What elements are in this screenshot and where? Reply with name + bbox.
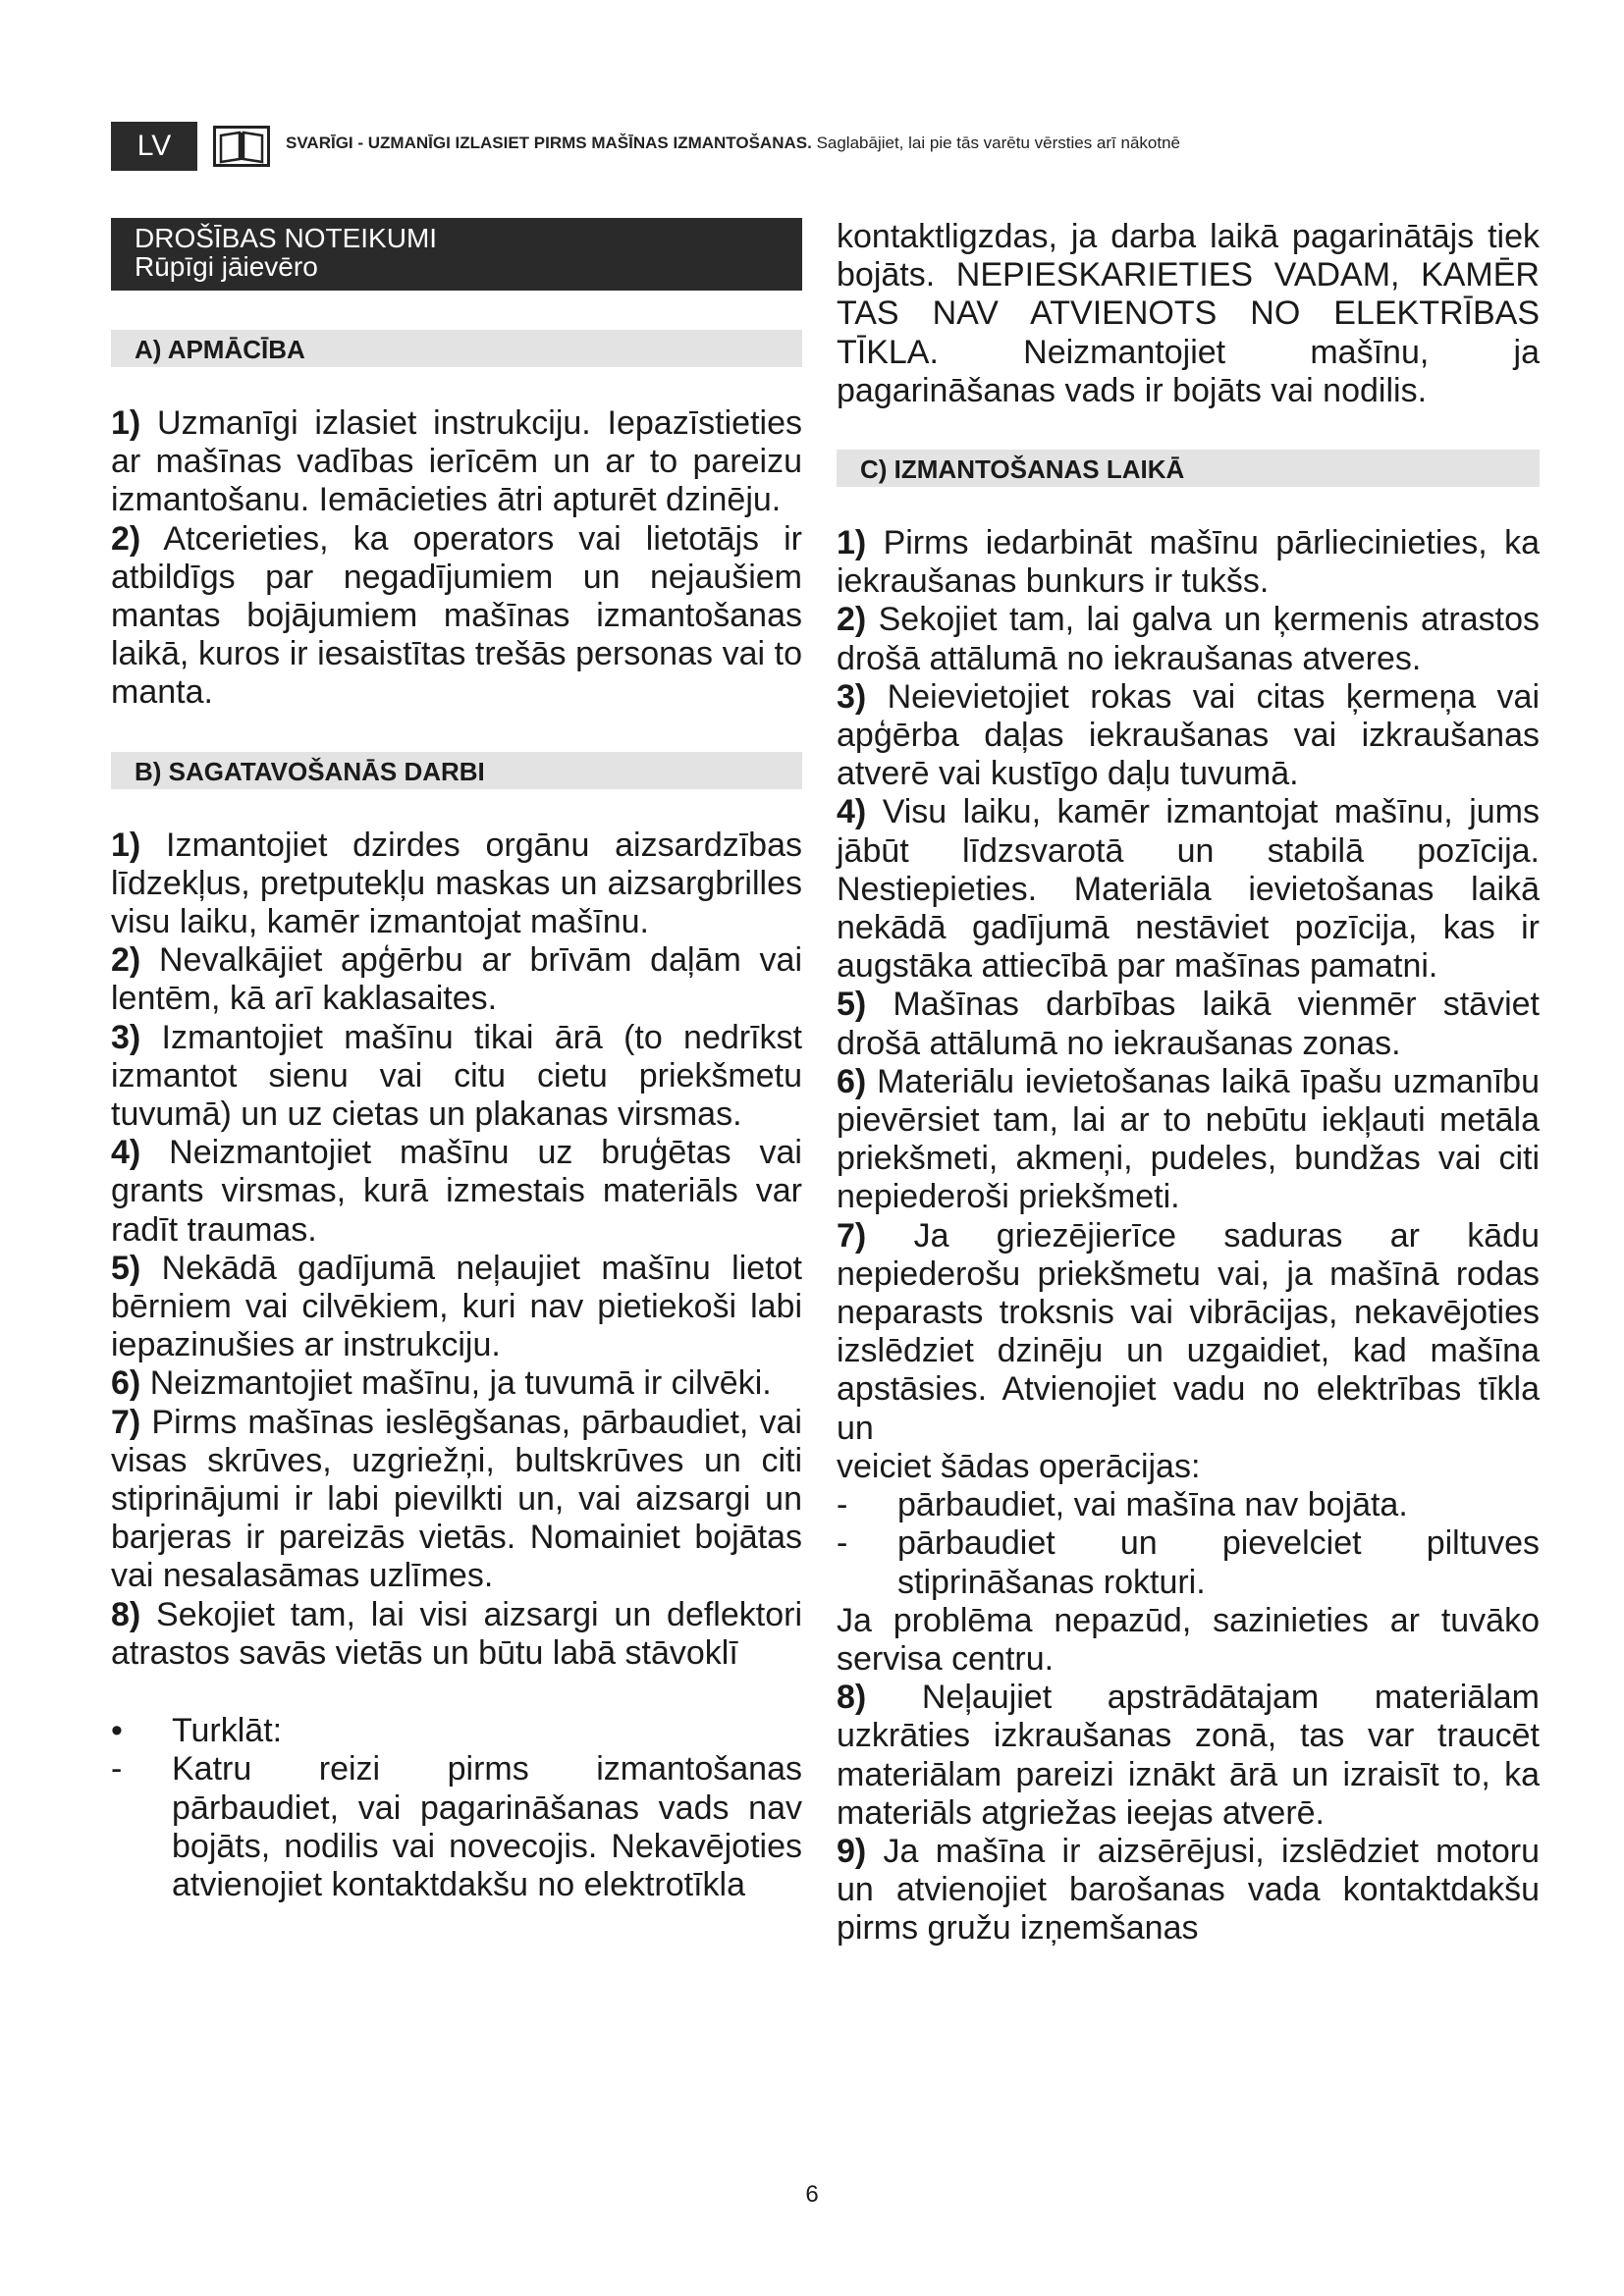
dash-mark: - [837,1524,848,1563]
section-b-item: 5) Nekādā gadījumā neļaujiet mašīnu lietot bērniem vai cilvēkiem, kuri nav pietiekoši labi iepazinušies ar instrukciju. [111,1249,803,1364]
section-c-item: 6) Materiālu ievietošanas laikā īpašu uzmanību pievērsiet tam, lai ar to nebūtu iekļauti metāla priekšmeti, akmeņi, pudeles, bundžas vai citi nepiederoši priekšmeti. [837,1062,1540,1216]
bullet-text: Turklāt: [172,1712,283,1750]
safety-rules-title-line1: DROŠĪBAS NOTEIKUMI [135,223,438,253]
bullet-mark: • [111,1712,123,1750]
left-column [111,218,802,1904]
safety-rules-title [111,218,802,291]
section-a-heading: A) APMĀCĪBA [111,330,802,367]
bullet-item [111,1712,802,1750]
right-column [837,218,1540,1949]
dash-mark: - [111,1750,123,1789]
section-c-item: 7) Ja griezējierīce saduras ar kādu nepiederošu priekšmetu vai, ja mašīnā rodas neparasts troksnis vai vibrācijas, nekavējoties izslēdziet dzinēju un uzgaidiet, kad mašīna apstāsies. Atvienojiet vadu no elektrības tīkla un [837,1216,1540,1447]
safety-rules-subtitle: Rūpīgi jāievēro [135,251,318,282]
section-c-heading: C) IZMANTOŠANAS LAIKĀ [837,450,1540,487]
header-notice-rest: Saglabājiet, lai pie tās varētu vērsties arī nākotnē [816,133,1180,152]
section-c-item: 4) Visu laiku, kamēr izmantojat mašīnu, jums jābūt līdzsvarotā un stabilā pozīcija. Nestiepieties. Materiāla ievietošanas laikā nekādā gadījumā nestāviet pozīcija, kas ir augstāka attiecībā par mašīnas pamatni. [837,793,1540,986]
section-b-item: 7) Pirms mašīnas ieslēgšanas, pārbaudiet, vai visas skrūves, uzgriežņi, bultskrūves un citi stiprinājumi ir labi pievilkti un, vai aizsargi un barjeras ir pareizās vietās. Nomainiet bojātas vai nesalasāmas uzlīmes. [111,1403,802,1595]
section-b-item: 8) Sekojiet tam, lai visi aizsargi un deflektori atrastos savās vietās un būtu labā stāvoklī [111,1595,802,1672]
section-c-item: 1) Pirms iedarbināt mašīnu pārliecinieties, ka iekraušanas bunkurs ir tukšs. [837,524,1540,601]
page-header [111,122,1515,171]
section-c-item: 2) Sekojiet tam, lai galva un ķermenis atrastos drošā attālumā no iekraušanas atveres. [837,601,1540,677]
section-c-item: 3) Neievietojiet rokas vai citas ķermeņa vai apģērba daļas iekraušanas vai izkraušanas atverē vai kustīgo daļu tuvumā. [837,677,1540,793]
section-c-item: 5) Mašīnas darbības laikā vienmēr stāviet drošā attālumā no iekraušanas zonas. [837,986,1540,1062]
header-notice [286,133,1180,153]
operations-intro: veiciet šādas operācijas: [837,1447,1201,1485]
section-b-item: 1) Izmantojiet dzirdes orgānu aizsardzības līdzekļus, pretputekļu maskas un aizsargbrilles visu laiku, kamēr izmantojat mašīnu. [111,826,802,941]
dash-text: pārbaudiet un pievelciet piltuves stiprināšanas rokturi. [897,1524,1540,1601]
dash-item [837,1524,1540,1601]
section-b-heading: B) SAGATAVOŠANĀS DARBI [111,752,802,789]
section-b-item: 4) Neizmantojiet mašīnu uz bruģētas vai grants virsmas, kurā izmestais materiāls var radīt traumas. [111,1134,802,1249]
dash-item [111,1750,802,1904]
section-b-item: 3) Izmantojiet mašīnu tikai ārā (to nedrīkst izmantot sienu vai citu cietu priekšmetu tuvumā) un uz cietas un plakanas virsmas. [111,1018,802,1134]
dash-item [837,1486,1540,1524]
page-number: 6 [805,2181,819,2208]
dash-text: Katru reizi pirms izmantošanas pārbaudiet, vai pagarināšanas vads nav bojāts, nodilis vai novecojis. Nekavējoties atvienojiet kontaktdakšu no elektrotīkla [172,1750,802,1903]
dash-text: pārbaudiet, vai mašīna nav bojāta. [897,1486,1408,1524]
section-b-item: 2) Nevalkājiet apģērbu ar brīvām daļām vai lentēm, kā arī kaklasaites. [111,941,802,1018]
continuation-paragraph: kontaktligzdas, ja darba laikā pagarinātājs tiek bojāts. NEPIESKARIETIES VADAM, KAMĒR TAS NAV ATVIENOTS NO ELEKTRĪBAS TĪKLA. Neizmantojiet mašīnu, ja pagarināšanas vads ir bojāts vai nodilis. [837,218,1540,409]
section-a-item: 2) Atcerieties, ka operators vai lietotājs ir atbildīgs par negadījumiem un nejaušiem mantas bojājumiem mašīnas izmantošanas laikā, kuros ir iesaistītas trešās personas vai to manta. [111,519,802,712]
section-b-item: 6) Neizmantojiet mašīnu, ja tuvumā ir cilvēki. [111,1364,772,1403]
section-c-item: 8) Neļaujiet apstrādātajam materiālam uzkrāties izkraušanas zonā, tas var traucēt materiālam pareizi iznākt ārā un izraisīt to, ka materiāls atgriežas ieejas atverē. [837,1679,1540,1832]
section-c-item: 9) Ja mašīna ir aizsērējusi, izslēdziet motoru un atvienojiet barošanas vada kontaktdakšu pirms gružu izņemšanas [837,1832,1540,1948]
section-a-item: 1) Uzmanīgi izlasiet instrukciju. Iepazīstieties ar mašīnas vadības ierīcēm un ar to pareizu izmantošanu. Iemācieties ātri apturēt dzinēju. [111,404,802,519]
language-badge: LV [111,122,197,171]
book-icon [213,126,270,167]
dash-mark: - [837,1486,848,1524]
header-notice-bold: SVARĪGI - UZMANĪGI IZLASIET PIRMS MAŠĪNAS IZMANTOŠANAS. [286,133,812,152]
service-contact-note: Ja problēma nepazūd, sazinieties ar tuvāko servisa centru. [837,1601,1540,1678]
